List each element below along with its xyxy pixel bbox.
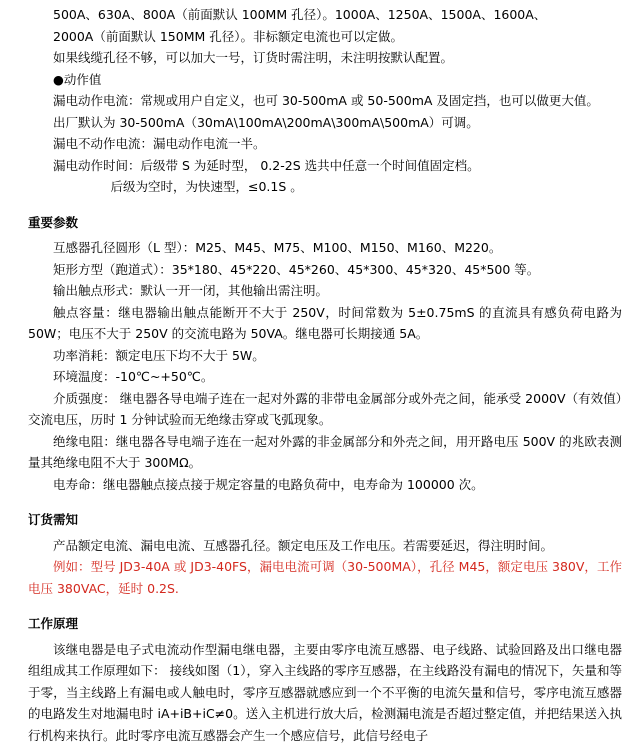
param-item-1: 互感器孔径圆形（L 型）：M25、M45、M75、M100、M150、M160、M220。 bbox=[53, 240, 502, 255]
param-item-9: 电寿命：继电器触点接点接于规定容量的电路负荷中，电寿命为 100000 次。 bbox=[53, 476, 484, 492]
param-item-7: 介质强度： 继电器各导电端子连在一起对外露的非带电金属部分或外壳之间，能承受 2000V（有效值）交流电压，历时 1 分钟试验而无绝缘击穿或飞弧现象。 bbox=[28, 390, 622, 427]
order-example bbox=[28, 556, 622, 599]
action-value-line-1: 漏电动作电流：常规或用户自定义，也可 30-500mA 或 50-500mA 及固定挡，也可以做更大值。 bbox=[53, 93, 599, 108]
order-example-text: 型号 JD3-40A 或 JD3-40FS，漏电电流可调（30-500MA），孔径 M45，额定电压 380V，工作电压 380VAC，延时 0.2S. bbox=[28, 559, 622, 596]
param-item-2: 矩形方型（跑道式）：35*180、45*220、45*260、45*300、45*320、45*500 等。 bbox=[53, 261, 540, 277]
action-value-line-3: 漏电不动作电流：漏电动作电流一半。 bbox=[53, 136, 266, 151]
principle-paragraph: 该继电器是电子式电流动作型漏电继电器，主要由零序电流互感器、电子线路、试验回路及出口继电器组组成其工作原理如下： 接线如图（1），穿入主线路的零序互感器，在主线路没有漏电的情况下，矢量和等于零，当主线路上有漏电或人触电时，零序互感器就感应到一个不平衡的电流矢量和信号，零序电流互感器的电路发生对地漏电时 iA+iB+iC≠0。送入主机进行放大后，检测漏电流是否超过整定值，并把结果送入执行机构来执行。此时零序电流互感器会产生一个感应信号，此信号经电子 bbox=[28, 641, 622, 743]
param-item-3: 输出触点形式：默认一开一闭，其他输出需注明。 bbox=[53, 283, 329, 298]
cable-note: 如果线缆孔径不够，可以加大一号，订货时需注明，未注明按默认配置。 bbox=[53, 50, 454, 65]
param-item-5: 功率消耗：额定电压下均不大于 5W。 bbox=[53, 347, 265, 363]
section-heading-principle: 工作原理 bbox=[28, 616, 79, 631]
order-example-label: 例如： bbox=[53, 559, 91, 574]
top-line-1: 500A、630A、800A（前面默认 100MM 孔径）。1000A、1250A、1500A、1600A、 bbox=[53, 7, 547, 22]
param-item-8: 绝缘电阻：继电器各导电端子连在一起对外露的非金属部分和外壳之间，用开路电压 500V 的兆欧表测量其绝缘电阻不大于 300MΩ。 bbox=[28, 433, 622, 470]
order-notice-line-1: 产品额定电流、漏电电流、互感器孔径。额定电压及工作电压。若需要延迟，得注明时间。 bbox=[53, 537, 554, 553]
action-time-line: 漏电动作时间：后级带 S 为延时型， 0.2-2S 选共中任意一个时间值固定档。 bbox=[53, 157, 480, 173]
top-line-2: 2000A（前面默认 150MM 孔径）。非标额定电流也可以定做。 bbox=[53, 28, 403, 44]
action-value-line-2: 出厂默认为 30-500mA（30mA\100mA\200mA\300mA\500mA）可调。 bbox=[53, 114, 479, 130]
param-item-6: 环境温度：-10℃~+50℃。 bbox=[53, 369, 214, 384]
param-item-4: 触点容量：继电器输出触点能断开不大于 250V，时间常数为 5±0.75mS 的直流具有感负荷电路为 50W；电压不大于 250V 的交流电路为 50VA。继电器可长期接通 5A。 bbox=[28, 304, 622, 341]
section-heading-order-notice: 订货需知 bbox=[28, 512, 79, 527]
section-heading-important-params: 重要参数 bbox=[28, 214, 79, 230]
action-value-title: ●动作值 bbox=[53, 71, 102, 87]
action-time-line-2: 后级为空时，为快速型，≤0.1S 。 bbox=[110, 179, 303, 194]
